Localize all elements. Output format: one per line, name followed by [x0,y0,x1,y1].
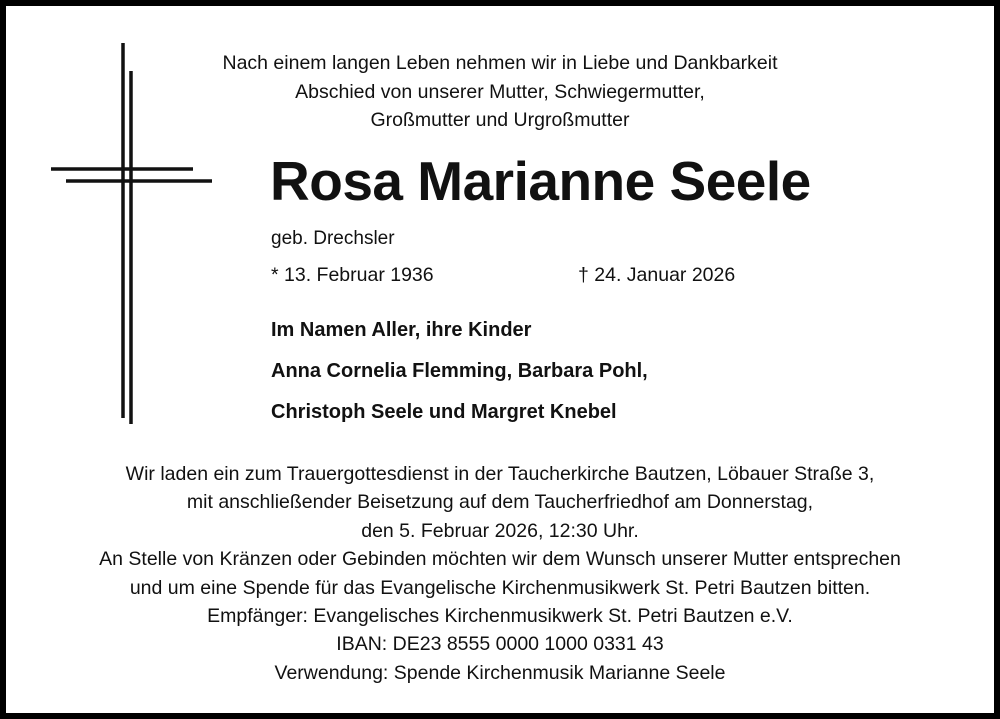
service-line: An Stelle von Kränzen oder Gebinden möchten wir dem Wunsch unserer Mutter entsprechen [99,548,901,571]
intro-text [6,49,994,135]
deceased-name: Rosa Marianne Seele [270,150,811,212]
intro-line: Abschied von unserer Mutter, Schwiegermutter, [295,80,705,103]
family-line: Im Namen Aller, ihre Kinder [271,319,532,341]
service-line: den 5. Februar 2026, 12:30 Uhr. [361,519,639,542]
service-line: und um eine Spende für das Evangelische Kirchenmusikwerk St. Petri Bautzen bitten. [129,576,871,599]
service-line: Verwendung: Spende Kirchenmusik Marianne Seele [274,661,726,684]
service-line: Wir laden ein zum Trauergottesdienst in der Taucherkirche Bautzen, Löbauer Straße 3, [125,463,875,485]
service-line: mit anschließender Beisetzung auf dem Taucherfriedhof am Donnerstag, [186,491,814,514]
intro-line: Großmutter und Urgroßmutter [370,109,630,131]
family-line: Anna Cornelia Flemming, Barbara Pohl, [271,360,648,382]
service-line: Empfänger: Evangelisches Kirchenmusikwerk St. Petri Bautzen e.V. [207,605,793,628]
birth-date: * 13. Februar 1936 [271,264,434,286]
obituary-notice [6,6,994,713]
service-line: IBAN: DE23 8555 0000 1000 0331 43 [336,633,664,656]
service-details [6,460,994,687]
intro-line: Nach einem langen Leben nehmen wir in Liebe und Dankbarkeit [222,52,778,74]
maiden-name: geb. Drechsler [271,228,395,249]
death-date: † 24. Januar 2026 [578,264,736,286]
family-signature [271,310,648,433]
family-line: Christoph Seele und Margret Knebel [271,401,617,423]
